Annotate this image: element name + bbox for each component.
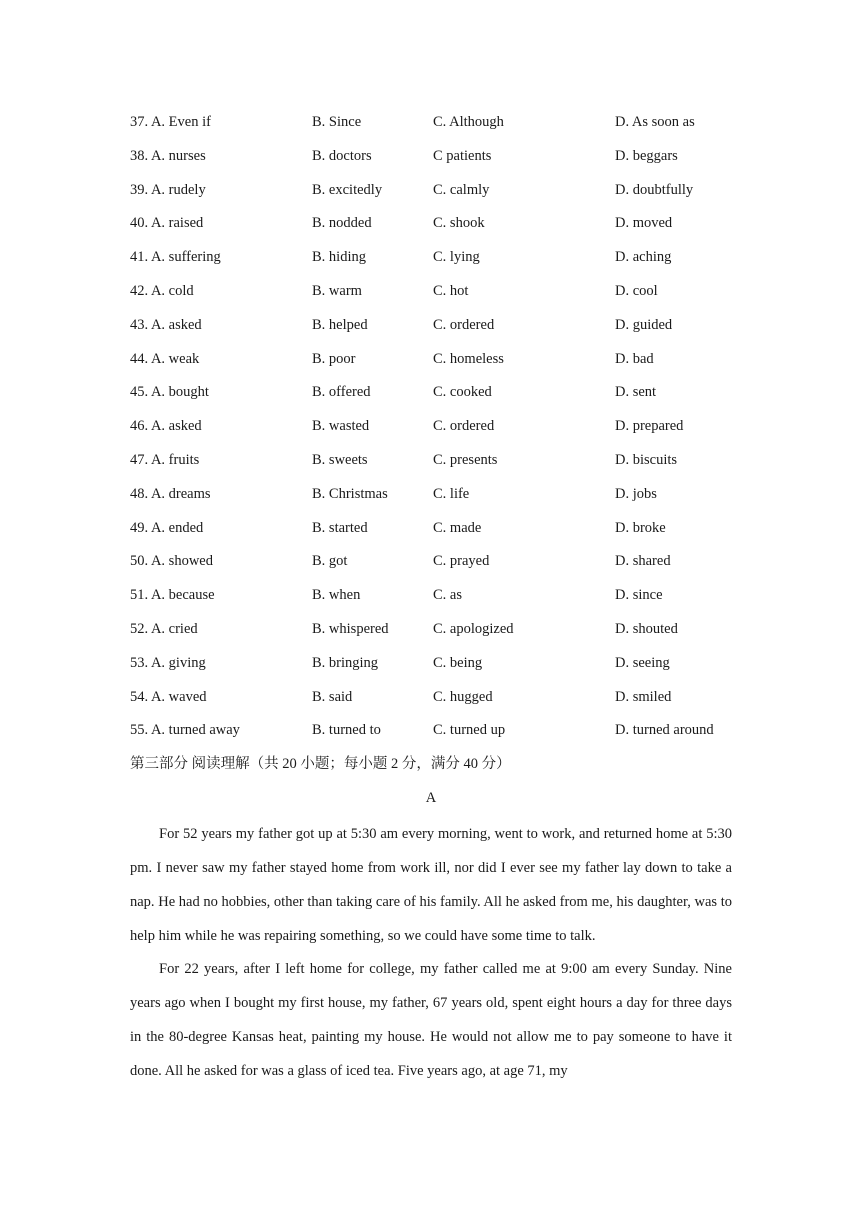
option-c: C. cooked bbox=[433, 384, 492, 401]
option-c: C. presents bbox=[433, 451, 498, 468]
option-row bbox=[130, 649, 732, 683]
option-row bbox=[130, 615, 732, 649]
option-a: 47. A. fruits bbox=[130, 451, 200, 468]
option-d: D. As soon as bbox=[615, 114, 695, 130]
option-a: 38. A. nurses bbox=[130, 147, 206, 164]
option-b: B. started bbox=[312, 519, 368, 536]
option-d: D. smiled bbox=[615, 688, 672, 705]
section-heading: 第三部分 阅读理解（共 20 小题；每小题 2 分，满分 40 分） bbox=[130, 756, 511, 773]
option-row bbox=[130, 412, 732, 446]
option-d: D. prepared bbox=[615, 418, 684, 435]
option-b: B. nodded bbox=[312, 215, 372, 232]
option-row bbox=[130, 378, 732, 412]
option-b: B. warm bbox=[312, 282, 362, 299]
option-row bbox=[130, 277, 732, 311]
option-a: 41. A. suffering bbox=[130, 249, 221, 266]
option-d: D. jobs bbox=[615, 485, 657, 502]
option-row bbox=[130, 243, 732, 277]
option-c: C. life bbox=[433, 485, 470, 502]
option-d: D. seeing bbox=[615, 654, 670, 671]
option-b: B. doctors bbox=[312, 147, 372, 164]
option-d: D. cool bbox=[615, 282, 658, 299]
option-c: C. Although bbox=[433, 114, 504, 130]
passage-label: A bbox=[425, 790, 437, 807]
option-row bbox=[130, 108, 732, 142]
option-row bbox=[130, 311, 732, 345]
option-b: B. hiding bbox=[312, 249, 366, 266]
option-b: B. when bbox=[312, 587, 361, 604]
option-d: D. turned around bbox=[615, 722, 714, 739]
option-c: C. shook bbox=[433, 215, 485, 232]
option-row bbox=[130, 209, 732, 243]
option-a: 42. A. cold bbox=[130, 282, 194, 299]
option-a: 40. A. raised bbox=[130, 215, 204, 232]
option-row bbox=[130, 480, 732, 514]
option-a: 55. A. turned away bbox=[130, 722, 240, 739]
option-c: C. calmly bbox=[433, 181, 490, 198]
option-d: D. shared bbox=[615, 553, 671, 570]
option-a: 46. A. asked bbox=[130, 418, 202, 435]
option-d: D. guided bbox=[615, 316, 673, 333]
option-c: C. ordered bbox=[433, 316, 495, 333]
exam-page bbox=[130, 108, 732, 1089]
option-row bbox=[130, 176, 732, 210]
option-d: D. biscuits bbox=[615, 451, 678, 468]
option-row bbox=[130, 345, 732, 379]
passage-paragraph: For 52 years my father got up at 5:30 am every morning, went to work, and returned home at 5:30 pm. I never saw my father stayed home from work ill, nor did I ever see my father lay down to take a nap. He had no hobbies, other than taking care of his family. All he asked from me, his daughter, was to help him while he was repairing something, so we could have some time to talk. bbox=[130, 826, 732, 944]
cloze-options bbox=[130, 108, 732, 750]
option-c: C. homeless bbox=[433, 350, 504, 367]
option-a: 52. A. cried bbox=[130, 620, 198, 637]
option-b: B. sweets bbox=[312, 451, 368, 468]
option-d: D. sent bbox=[615, 384, 657, 401]
option-b: B. Since bbox=[312, 114, 362, 130]
option-d: D. since bbox=[615, 587, 663, 604]
option-d: D. aching bbox=[615, 249, 672, 266]
option-row bbox=[130, 142, 732, 176]
option-b: B. got bbox=[312, 553, 348, 570]
option-row bbox=[130, 514, 732, 548]
option-c: C. prayed bbox=[433, 553, 490, 570]
option-a: 50. A. showed bbox=[130, 553, 213, 570]
option-d: D. bad bbox=[615, 350, 654, 367]
option-b: B. poor bbox=[312, 350, 356, 367]
option-b: B. whispered bbox=[312, 620, 389, 637]
option-row bbox=[130, 683, 732, 717]
option-row bbox=[130, 446, 732, 480]
option-a: 54. A. waved bbox=[130, 688, 207, 705]
option-b: B. offered bbox=[312, 384, 371, 401]
option-d: D. beggars bbox=[615, 147, 678, 164]
option-b: B. helped bbox=[312, 316, 368, 333]
option-a: 49. A. ended bbox=[130, 519, 204, 536]
option-b: B. wasted bbox=[312, 418, 370, 435]
option-c: C. hot bbox=[433, 282, 469, 299]
option-b: B. bringing bbox=[312, 654, 379, 671]
option-a: 43. A. asked bbox=[130, 316, 202, 333]
reading-passage bbox=[130, 818, 732, 1088]
option-c: C. as bbox=[433, 587, 462, 604]
option-a: 45. A. bought bbox=[130, 384, 209, 401]
option-c: C patients bbox=[433, 147, 492, 164]
option-row bbox=[130, 716, 732, 750]
option-b: B. said bbox=[312, 688, 353, 705]
option-c: C. made bbox=[433, 519, 482, 536]
option-c: C. being bbox=[433, 654, 483, 671]
option-c: C. ordered bbox=[433, 418, 495, 435]
option-c: C. hugged bbox=[433, 688, 493, 705]
option-c: C. lying bbox=[433, 249, 480, 266]
option-a: 48. A. dreams bbox=[130, 485, 211, 502]
option-d: D. broke bbox=[615, 519, 666, 536]
option-b: B. turned to bbox=[312, 722, 381, 739]
option-c: C. apologized bbox=[433, 620, 514, 637]
option-row bbox=[130, 581, 732, 615]
option-a: 51. A. because bbox=[130, 587, 215, 604]
option-a: 37. A. Even if bbox=[130, 114, 211, 130]
option-row bbox=[130, 547, 732, 581]
option-d: D. moved bbox=[615, 215, 673, 232]
option-a: 44. A. weak bbox=[130, 350, 200, 367]
passage-paragraph: For 22 years, after I left home for college, my father called me at 9:00 am every Sunday. Nine years ago when I bought my first house, my father, 67 years old, spent eight hours a day for three days in the 80-degree Kansas heat, painting my house. He would not allow me to pay someone to have it done. All he asked for was a glass of iced tea. Five years ago, at age 71, my bbox=[130, 961, 732, 1079]
option-a: 39. A. rudely bbox=[130, 181, 206, 198]
option-d: D. shouted bbox=[615, 620, 678, 637]
option-d: D. doubtfully bbox=[615, 181, 694, 198]
option-c: C. turned up bbox=[433, 722, 506, 739]
option-a: 53. A. giving bbox=[130, 654, 206, 671]
option-b: B. Christmas bbox=[312, 485, 388, 502]
option-b: B. excitedly bbox=[312, 181, 383, 198]
